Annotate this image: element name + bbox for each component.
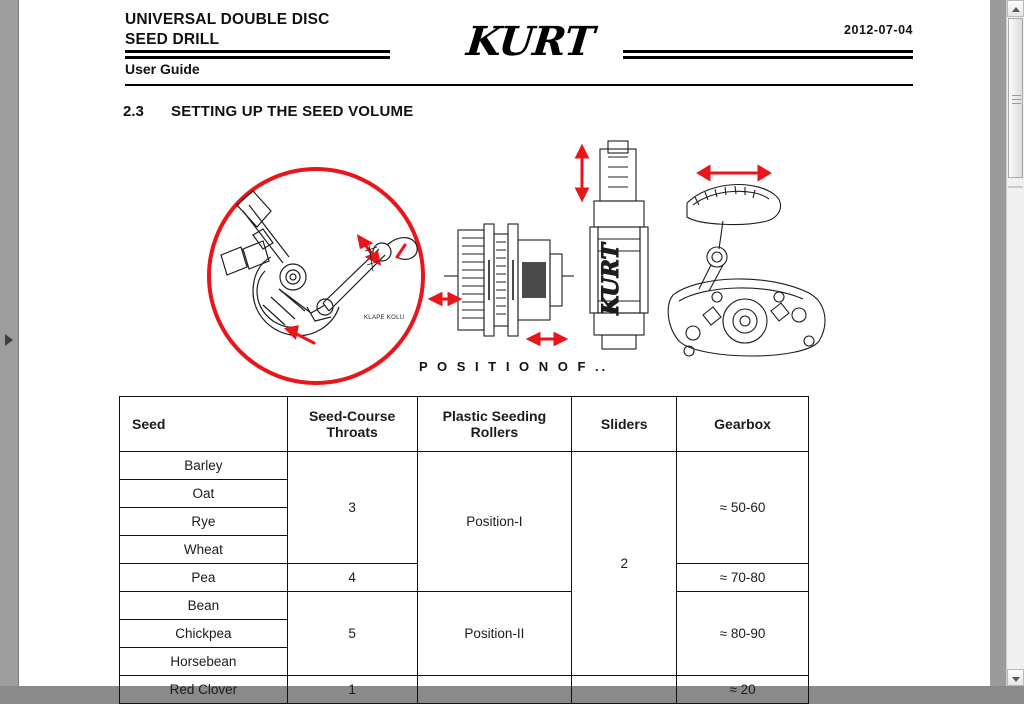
scrollbar-thumb[interactable] [1008, 18, 1023, 178]
roller-position [417, 676, 572, 704]
chevron-down-icon [1012, 677, 1020, 682]
seed-name: Rye [120, 508, 288, 536]
gearbox-value: ≈ 50-60 [677, 452, 809, 564]
document-title [125, 10, 425, 50]
roller-position: Position-I [417, 452, 572, 592]
scroll-up-button[interactable] [1007, 0, 1024, 17]
seed-name: Pea [120, 564, 288, 592]
slider-horizontal-arrow [519, 325, 579, 355]
seed-name: Barley [120, 452, 288, 480]
throat-value: 4 [287, 564, 417, 592]
header-rule-left-top [125, 50, 390, 53]
header-rule-right-bottom [623, 56, 913, 59]
throat-value: 3 [287, 452, 417, 564]
column-header-rollers: Plastic Seeding Rollers [417, 397, 572, 452]
document-page [19, 0, 990, 697]
table-header-row [120, 397, 809, 452]
document-title-line2: SEED DRILL [125, 31, 220, 48]
document-title-line1: UNIVERSAL DOUBLE DISC [125, 11, 330, 28]
throat-value: 1 [287, 676, 417, 704]
figure-caption: P O S I T I O N O F .. [419, 359, 609, 374]
brand-logo: KURT [464, 18, 596, 65]
scroll-down-button[interactable] [1007, 669, 1024, 686]
seed-name: Red Clover [120, 676, 288, 704]
gearbox-drawing [659, 165, 839, 365]
gearbox-value: ≈ 20 [677, 676, 809, 704]
document-subtitle: User Guide [125, 61, 200, 77]
slider-value: 2 [572, 452, 677, 676]
seed-name: Wheat [120, 536, 288, 564]
gearbox-value: ≈ 80-90 [677, 592, 809, 676]
table-row [120, 592, 809, 620]
figure-seed-volume-mechanisms [119, 125, 909, 380]
seed-settings-table-wrap [119, 396, 809, 704]
left-pane-expand-arrow-icon[interactable] [5, 334, 13, 346]
seed-name: Oat [120, 480, 288, 508]
left-pane-gutter[interactable] [0, 0, 19, 686]
seed-name: Horsebean [120, 648, 288, 676]
lever-mechanism-drawing [219, 185, 449, 375]
gearbox-value: ≈ 70-80 [677, 564, 809, 592]
throat-value: 5 [287, 592, 417, 676]
chevron-up-icon [1012, 7, 1020, 12]
column-header-throats: Seed-Course Throats [287, 397, 417, 452]
slider-value [572, 676, 677, 704]
roller-horizontal-arrow [419, 285, 549, 315]
seed-name: Chickpea [120, 620, 288, 648]
roller-position: Position-II [417, 592, 572, 676]
seed-settings-table [119, 396, 809, 704]
table-row [120, 676, 809, 704]
figure-small-label: KLAPE KOLU [364, 315, 405, 321]
header-rule-full [125, 84, 913, 86]
column-header-gearbox: Gearbox [677, 397, 809, 452]
scrollbar-track-mark[interactable] [1008, 186, 1023, 188]
column-header-sliders: Sliders [572, 397, 677, 452]
vertical-scrollbar[interactable] [1006, 0, 1024, 686]
section-title: SETTING UP THE SEED VOLUME [171, 103, 414, 120]
header-rule-right-top [623, 50, 913, 53]
table-row [120, 452, 809, 480]
header-rule-left-bottom [125, 56, 390, 59]
svg-text:KURT: KURT [598, 243, 624, 315]
seed-name: Bean [120, 592, 288, 620]
document-date: 2012-07-04 [844, 23, 913, 37]
column-header-seed: Seed [120, 397, 288, 452]
section-number: 2.3 [123, 103, 144, 120]
